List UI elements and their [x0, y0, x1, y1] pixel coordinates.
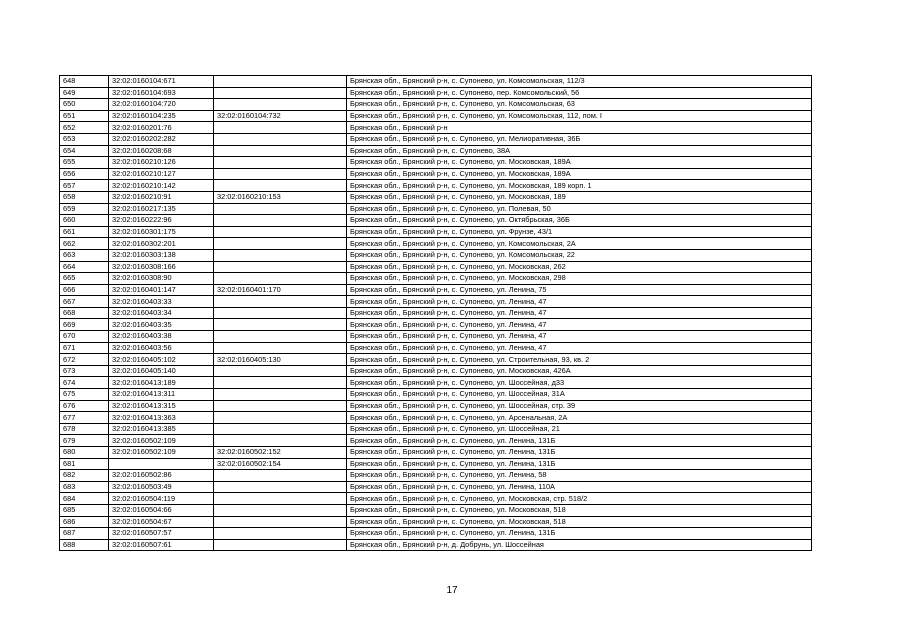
table-row [60, 249, 812, 261]
table-row [60, 331, 812, 343]
row-number-cell: 677 [60, 412, 109, 424]
cadastral-number-cell: 32:02:0160104:671 [109, 76, 214, 88]
parent-cadastral-number-cell [214, 493, 347, 505]
address-cell: Брянская обл., Брянский р-н, с. Супонево, ул. Московская, 262 [347, 261, 812, 273]
parent-cadastral-number-cell [214, 365, 347, 377]
row-number-cell: 686 [60, 516, 109, 528]
table-row [60, 481, 812, 493]
row-number-cell: 654 [60, 145, 109, 157]
table-row [60, 180, 812, 192]
row-number-cell: 652 [60, 122, 109, 134]
address-cell: Брянская обл., Брянский р-н, с. Супонево, ул. Комсомольская, 63 [347, 99, 812, 111]
address-cell: Брянская обл., Брянский р-н, с. Супонево, ул. Ленина, 131Б [347, 447, 812, 459]
table-row [60, 504, 812, 516]
cadastral-number-cell: 32:02:0160403:56 [109, 342, 214, 354]
parent-cadastral-number-cell [214, 226, 347, 238]
parent-cadastral-number-cell [214, 377, 347, 389]
cadastral-number-cell: 32:02:0160104:693 [109, 87, 214, 99]
table-row [60, 157, 812, 169]
address-cell: Брянская обл., Брянский р-н, д. Добрунь, ул. Шоссейная [347, 539, 812, 551]
parent-cadastral-number-cell [214, 481, 347, 493]
address-cell: Брянская обл., Брянский р-н, с. Супонево, ул. Московская, 426А [347, 365, 812, 377]
address-cell: Брянская обл., Брянский р-н, с. Супонево, ул. Ленина, 47 [347, 331, 812, 343]
parent-cadastral-number-cell [214, 342, 347, 354]
row-number-cell: 669 [60, 319, 109, 331]
row-number-cell: 659 [60, 203, 109, 215]
address-cell: Брянская обл., Брянский р-н, с. Супонево, ул. Московская, 298 [347, 273, 812, 285]
row-number-cell: 649 [60, 87, 109, 99]
table-row [60, 261, 812, 273]
table-row [60, 423, 812, 435]
cadastral-number-cell: 32:02:0160104:720 [109, 99, 214, 111]
cadastral-number-cell: 32:02:0160502:86 [109, 470, 214, 482]
address-cell: Брянская обл., Брянский р-н, с. Супонево, ул. Московская, 189 [347, 191, 812, 203]
cadastral-number-cell: 32:02:0160413:315 [109, 400, 214, 412]
table-row [60, 284, 812, 296]
cadastral-number-cell: 32:02:0160413:189 [109, 377, 214, 389]
address-cell: Брянская обл., Брянский р-н [347, 122, 812, 134]
address-cell: Брянская обл., Брянский р-н, с. Супонево, ул. Ленина, 131Б [347, 528, 812, 540]
table-row [60, 435, 812, 447]
row-number-cell: 664 [60, 261, 109, 273]
cadastral-number-cell: 32:02:0160504:67 [109, 516, 214, 528]
table-row [60, 110, 812, 122]
table-row [60, 365, 812, 377]
parent-cadastral-number-cell [214, 157, 347, 169]
row-number-cell: 661 [60, 226, 109, 238]
table-row [60, 76, 812, 88]
address-cell: Брянская обл., Брянский р-н, с. Супонево, ул. Шоссейная, 31А [347, 389, 812, 401]
table-row [60, 342, 812, 354]
table-row [60, 191, 812, 203]
parent-cadastral-number-cell [214, 470, 347, 482]
address-cell: Брянская обл., Брянский р-н, с. Супонево, ул. Московская, 518 [347, 504, 812, 516]
cadastral-number-cell: 32:02:0160308:166 [109, 261, 214, 273]
cadastral-number-cell: 32:02:0160413:311 [109, 389, 214, 401]
cadastral-number-cell: 32:02:0160302:201 [109, 238, 214, 250]
row-number-cell: 655 [60, 157, 109, 169]
parent-cadastral-number-cell [214, 180, 347, 192]
address-cell: Брянская обл., Брянский р-н, с. Супонево, 38А [347, 145, 812, 157]
row-number-cell: 681 [60, 458, 109, 470]
cadastral-number-cell: 32:02:0160502:109 [109, 435, 214, 447]
parent-cadastral-number-cell: 32:02:0160502:152 [214, 447, 347, 459]
address-cell: Брянская обл., Брянский р-н, с. Супонево, ул. Ленина, 75 [347, 284, 812, 296]
address-cell: Брянская обл., Брянский р-н, с. Супонево, ул. Шоссейная, 21 [347, 423, 812, 435]
table-row [60, 458, 812, 470]
row-number-cell: 656 [60, 168, 109, 180]
page-number: 17 [446, 585, 458, 596]
parent-cadastral-number-cell [214, 400, 347, 412]
cadastral-number-cell: 32:02:0160403:38 [109, 331, 214, 343]
cadastral-number-cell: 32:02:0160208:68 [109, 145, 214, 157]
parent-cadastral-number-cell [214, 122, 347, 134]
cadastral-number-cell: 32:02:0160405:140 [109, 365, 214, 377]
row-number-cell: 670 [60, 331, 109, 343]
cadastral-number-cell: 32:02:0160401:147 [109, 284, 214, 296]
row-number-cell: 679 [60, 435, 109, 447]
parent-cadastral-number-cell [214, 99, 347, 111]
parent-cadastral-number-cell: 32:02:0160405:130 [214, 354, 347, 366]
row-number-cell: 648 [60, 76, 109, 88]
cadastral-number-cell: 32:02:0160303:138 [109, 249, 214, 261]
parent-cadastral-number-cell [214, 331, 347, 343]
row-number-cell: 660 [60, 215, 109, 227]
parent-cadastral-number-cell [214, 273, 347, 285]
property-register-table [59, 75, 812, 551]
row-number-cell: 658 [60, 191, 109, 203]
row-number-cell: 651 [60, 110, 109, 122]
row-number-cell: 666 [60, 284, 109, 296]
table-row [60, 516, 812, 528]
table-body [60, 76, 812, 551]
table-row [60, 238, 812, 250]
cadastral-number-cell: 32:02:0160210:127 [109, 168, 214, 180]
address-cell: Брянская обл., Брянский р-н, с. Супонево, ул. Ленина, 47 [347, 342, 812, 354]
row-number-cell: 678 [60, 423, 109, 435]
address-cell: Брянская обл., Брянский р-н, с. Супонево, ул. Шоссейная, д33 [347, 377, 812, 389]
table-row [60, 273, 812, 285]
row-number-cell: 680 [60, 447, 109, 459]
address-cell: Брянская обл., Брянский р-н, с. Супонево, ул. Ленина, 131Б [347, 458, 812, 470]
table-row [60, 203, 812, 215]
cadastral-number-cell: 32:02:0160403:35 [109, 319, 214, 331]
parent-cadastral-number-cell [214, 87, 347, 99]
parent-cadastral-number-cell [214, 238, 347, 250]
table-row [60, 296, 812, 308]
cadastral-number-cell: 32:02:0160413:385 [109, 423, 214, 435]
row-number-cell: 683 [60, 481, 109, 493]
row-number-cell: 662 [60, 238, 109, 250]
address-cell: Брянская обл., Брянский р-н, с. Супонево, ул. Ленина, 47 [347, 319, 812, 331]
address-cell: Брянская обл., Брянский р-н, с. Супонево, ул. Московская, 189 корп. 1 [347, 180, 812, 192]
address-cell: Брянская обл., Брянский р-н, с. Супонево, ул. Строительная, 93, кв. 2 [347, 354, 812, 366]
address-cell: Брянская обл., Брянский р-н, с. Супонево, ул. Ленина, 58 [347, 470, 812, 482]
parent-cadastral-number-cell [214, 133, 347, 145]
address-cell: Брянская обл., Брянский р-н, с. Супонево, ул. Комсомольская, 2А [347, 238, 812, 250]
table-row [60, 377, 812, 389]
row-number-cell: 663 [60, 249, 109, 261]
row-number-cell: 671 [60, 342, 109, 354]
address-cell: Брянская обл., Брянский р-н, с. Супонево, ул. Комсомольская, 112, пом. I [347, 110, 812, 122]
row-number-cell: 675 [60, 389, 109, 401]
row-number-cell: 687 [60, 528, 109, 540]
cadastral-number-cell: 32:02:0160413:363 [109, 412, 214, 424]
parent-cadastral-number-cell [214, 307, 347, 319]
parent-cadastral-number-cell [214, 145, 347, 157]
table-row [60, 447, 812, 459]
address-cell: Брянская обл., Брянский р-н, с. Супонево, ул. Ленина, 131Б [347, 435, 812, 447]
address-cell: Брянская обл., Брянский р-н, с. Супонево, ул. Московская, 189А [347, 168, 812, 180]
parent-cadastral-number-cell: 32:02:0160401:170 [214, 284, 347, 296]
row-number-cell: 657 [60, 180, 109, 192]
parent-cadastral-number-cell [214, 296, 347, 308]
address-cell: Брянская обл., Брянский р-н, с. Супонево, ул. Московская, 518 [347, 516, 812, 528]
table-row [60, 226, 812, 238]
parent-cadastral-number-cell [214, 539, 347, 551]
parent-cadastral-number-cell: 32:02:0160104:732 [214, 110, 347, 122]
cadastral-number-cell: 32:02:0160217:135 [109, 203, 214, 215]
address-cell: Брянская обл., Брянский р-н, с. Супонево, ул. Комсомольская, 22 [347, 249, 812, 261]
row-number-cell: 682 [60, 470, 109, 482]
row-number-cell: 672 [60, 354, 109, 366]
parent-cadastral-number-cell [214, 76, 347, 88]
parent-cadastral-number-cell [214, 249, 347, 261]
address-cell: Брянская обл., Брянский р-н, с. Супонево, ул. Ленина, 47 [347, 307, 812, 319]
address-cell: Брянская обл., Брянский р-н, с. Супонево, ул. Ленина, 110А [347, 481, 812, 493]
parent-cadastral-number-cell [214, 528, 347, 540]
parent-cadastral-number-cell [214, 319, 347, 331]
address-cell: Брянская обл., Брянский р-н, с. Супонево, ул. Комсомольская, 112/3 [347, 76, 812, 88]
cadastral-number-cell: 32:02:0160503:49 [109, 481, 214, 493]
table-row [60, 99, 812, 111]
row-number-cell: 653 [60, 133, 109, 145]
cadastral-number-cell: 32:02:0160504:119 [109, 493, 214, 505]
address-cell: Брянская обл., Брянский р-н, с. Супонево, ул. Московская, 189А [347, 157, 812, 169]
table-row [60, 168, 812, 180]
row-number-cell: 685 [60, 504, 109, 516]
row-number-cell: 688 [60, 539, 109, 551]
parent-cadastral-number-cell [214, 435, 347, 447]
parent-cadastral-number-cell [214, 516, 347, 528]
parent-cadastral-number-cell [214, 389, 347, 401]
parent-cadastral-number-cell [214, 423, 347, 435]
address-cell: Брянская обл., Брянский р-н, с. Супонево, ул. Фрунзе, 43/1 [347, 226, 812, 238]
table-row [60, 133, 812, 145]
cadastral-number-cell: 32:02:0160210:91 [109, 191, 214, 203]
table-row [60, 412, 812, 424]
table-row [60, 400, 812, 412]
cadastral-number-cell: 32:02:0160502:109 [109, 447, 214, 459]
table-row [60, 528, 812, 540]
parent-cadastral-number-cell: 32:02:0160210:153 [214, 191, 347, 203]
cadastral-number-cell: 32:02:0160507:61 [109, 539, 214, 551]
row-number-cell: 673 [60, 365, 109, 377]
parent-cadastral-number-cell [214, 215, 347, 227]
parent-cadastral-number-cell: 32:02:0160502:154 [214, 458, 347, 470]
address-cell: Брянская обл., Брянский р-н, с. Супонево, ул. Полевая, 50 [347, 203, 812, 215]
cadastral-number-cell: 32:02:0160202:282 [109, 133, 214, 145]
parent-cadastral-number-cell [214, 261, 347, 273]
table-row [60, 354, 812, 366]
row-number-cell: 668 [60, 307, 109, 319]
address-cell: Брянская обл., Брянский р-н, с. Супонево, ул. Мелиоративная, 36Б [347, 133, 812, 145]
parent-cadastral-number-cell [214, 504, 347, 516]
address-cell: Брянская обл., Брянский р-н, с. Супонево, ул. Ленина, 47 [347, 296, 812, 308]
table-row [60, 470, 812, 482]
table-row [60, 215, 812, 227]
row-number-cell: 684 [60, 493, 109, 505]
cadastral-number-cell: 32:02:0160222:96 [109, 215, 214, 227]
row-number-cell: 674 [60, 377, 109, 389]
parent-cadastral-number-cell [214, 203, 347, 215]
cadastral-number-cell: 32:02:0160301:175 [109, 226, 214, 238]
row-number-cell: 667 [60, 296, 109, 308]
table-row [60, 389, 812, 401]
cadastral-number-cell: 32:02:0160403:33 [109, 296, 214, 308]
row-number-cell: 650 [60, 99, 109, 111]
address-cell: Брянская обл., Брянский р-н, с. Супонево, пер. Комсомольский, 56 [347, 87, 812, 99]
table-row [60, 122, 812, 134]
cadastral-number-cell: 32:02:0160405:102 [109, 354, 214, 366]
address-cell: Брянская обл., Брянский р-н, с. Супонево, ул. Октябрьская, 36Б [347, 215, 812, 227]
row-number-cell: 665 [60, 273, 109, 285]
cadastral-number-cell: 32:02:0160504:66 [109, 504, 214, 516]
address-cell: Брянская обл., Брянский р-н, с. Супонево, ул. Арсенальная, 2А [347, 412, 812, 424]
cadastral-number-cell: 32:02:0160210:126 [109, 157, 214, 169]
cadastral-number-cell: 32:02:0160104:235 [109, 110, 214, 122]
table-row [60, 539, 812, 551]
cadastral-number-cell: 32:02:0160403:34 [109, 307, 214, 319]
row-number-cell: 676 [60, 400, 109, 412]
table-row [60, 319, 812, 331]
cadastral-number-cell [109, 458, 214, 470]
address-cell: Брянская обл., Брянский р-н, с. Супонево, ул. Московская, стр. 518/2 [347, 493, 812, 505]
cadastral-number-cell: 32:02:0160201:76 [109, 122, 214, 134]
cadastral-number-cell: 32:02:0160210:142 [109, 180, 214, 192]
table-row [60, 493, 812, 505]
parent-cadastral-number-cell [214, 412, 347, 424]
table-row [60, 87, 812, 99]
table-row [60, 145, 812, 157]
parent-cadastral-number-cell [214, 168, 347, 180]
table-row [60, 307, 812, 319]
cadastral-number-cell: 32:02:0160507:57 [109, 528, 214, 540]
cadastral-number-cell: 32:02:0160308:90 [109, 273, 214, 285]
address-cell: Брянская обл., Брянский р-н, с. Супонево, ул. Шоссейная, стр. 39 [347, 400, 812, 412]
